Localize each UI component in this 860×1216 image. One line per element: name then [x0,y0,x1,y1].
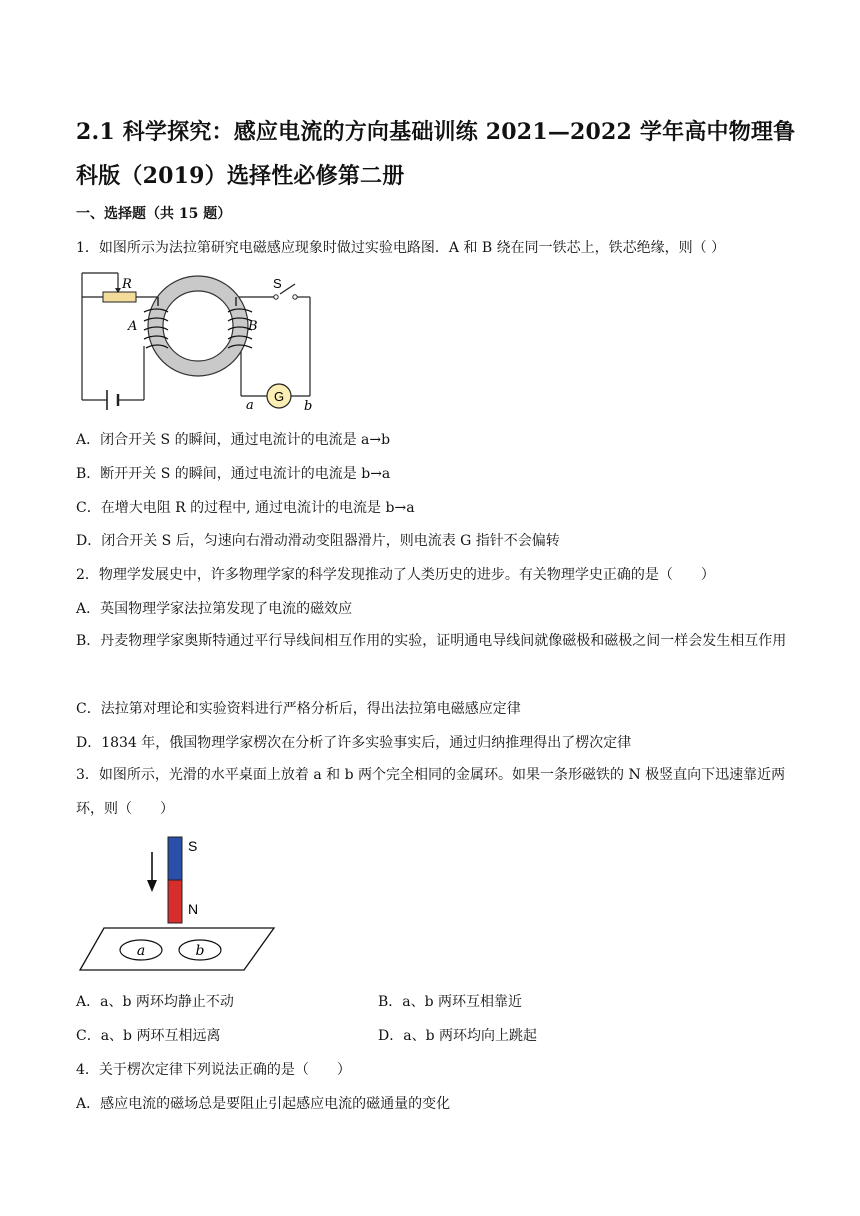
ring-b-label: b [195,943,205,959]
coil-a-label: A [128,319,138,334]
coil-b-label: B [248,319,258,334]
question-1-circuit-figure [76,266,326,416]
section-heading: 一、选择题（共 15 题） [76,206,232,222]
question-2-option-d: D．1834 年，俄国物理学家楞次在分析了许多实验事实后，通过归纳推理得出了楞次定律 [76,735,632,751]
s-pole-label: S [188,838,198,854]
question-1-option-c: C．在增大电阻 R 的过程中, 通过电流计的电流是 b→a [76,500,415,516]
question-1-option-d: D．闭合开关 S 后，匀速向右滑动滑动变阻器滑片，则电流表 G 指针不会偏转 [76,533,560,549]
question-2-stem: 2．物理学发展史中，许多物理学家的科学发现推动了人类历史的进步。有关物理学史正确的是（ ） [76,567,715,583]
ring-a-label: a [136,943,146,959]
rheostat-label: R [122,277,132,292]
terminal-b-label: b [304,399,313,414]
document-title: 2.1 科学探究：感应电流的方向基础训练 2021—2022 学年高中物理鲁科版（2019）选择性必修第二册 [76,119,796,189]
question-1-option-b: B．断开开关 S 的瞬间，通过电流计的电流是 b→a [76,466,391,482]
question-2-option-a: A．英国物理学家法拉第发现了电流的磁效应 [76,601,353,617]
question-3-option-d: D．a、b 两环均向上跳起 [378,1028,537,1044]
switch-label: S [273,276,282,291]
n-pole-label: N [188,901,199,917]
question-3-option-b: B．a、b 两环互相靠近 [378,994,523,1010]
magnet-s-pole [168,837,182,880]
question-2-option-b: B．丹麦物理学家奥斯特通过平行导线间相互作用的实验，证明通电导线间就像磁极和磁极之间一样会发生相互作用 [76,633,787,649]
question-1-option-a: A．闭合开关 S 的瞬间，通过电流计的电流是 a→b [76,432,391,448]
question-3-stem: 3．如图所示，光滑的水平桌面上放着 a 和 b 两个完全相同的金属环。如果一条形磁铁的 N 极竖直向下迅速靠近两环，则（ ） [76,767,786,817]
question-4-option-a: A．感应电流的磁场总是要阻止引起感应电流的磁通量的变化 [76,1096,451,1112]
question-3-option-a: A．a、b 两环均静止不动 [76,994,234,1010]
question-4-stem: 4．关于楞次定律下列说法正确的是（ ） [76,1062,351,1078]
question-2-option-c: C．法拉第对理论和实验资料进行严格分析后，得出法拉第电磁感应定律 [76,701,521,717]
question-1-stem: 1．如图所示为法拉第研究电磁感应现象时做过实验电路图．A 和 B 绕在同一铁芯上，铁芯绝缘，则（ ） [76,240,726,256]
question-3-option-c: C．a、b 两环互相远离 [76,1028,221,1044]
magnet-n-pole [168,880,182,923]
table-surface [80,928,274,970]
terminal-a-label: a [246,398,254,413]
question-3-magnet-figure [76,830,276,975]
galvanometer-label: G [273,389,285,404]
